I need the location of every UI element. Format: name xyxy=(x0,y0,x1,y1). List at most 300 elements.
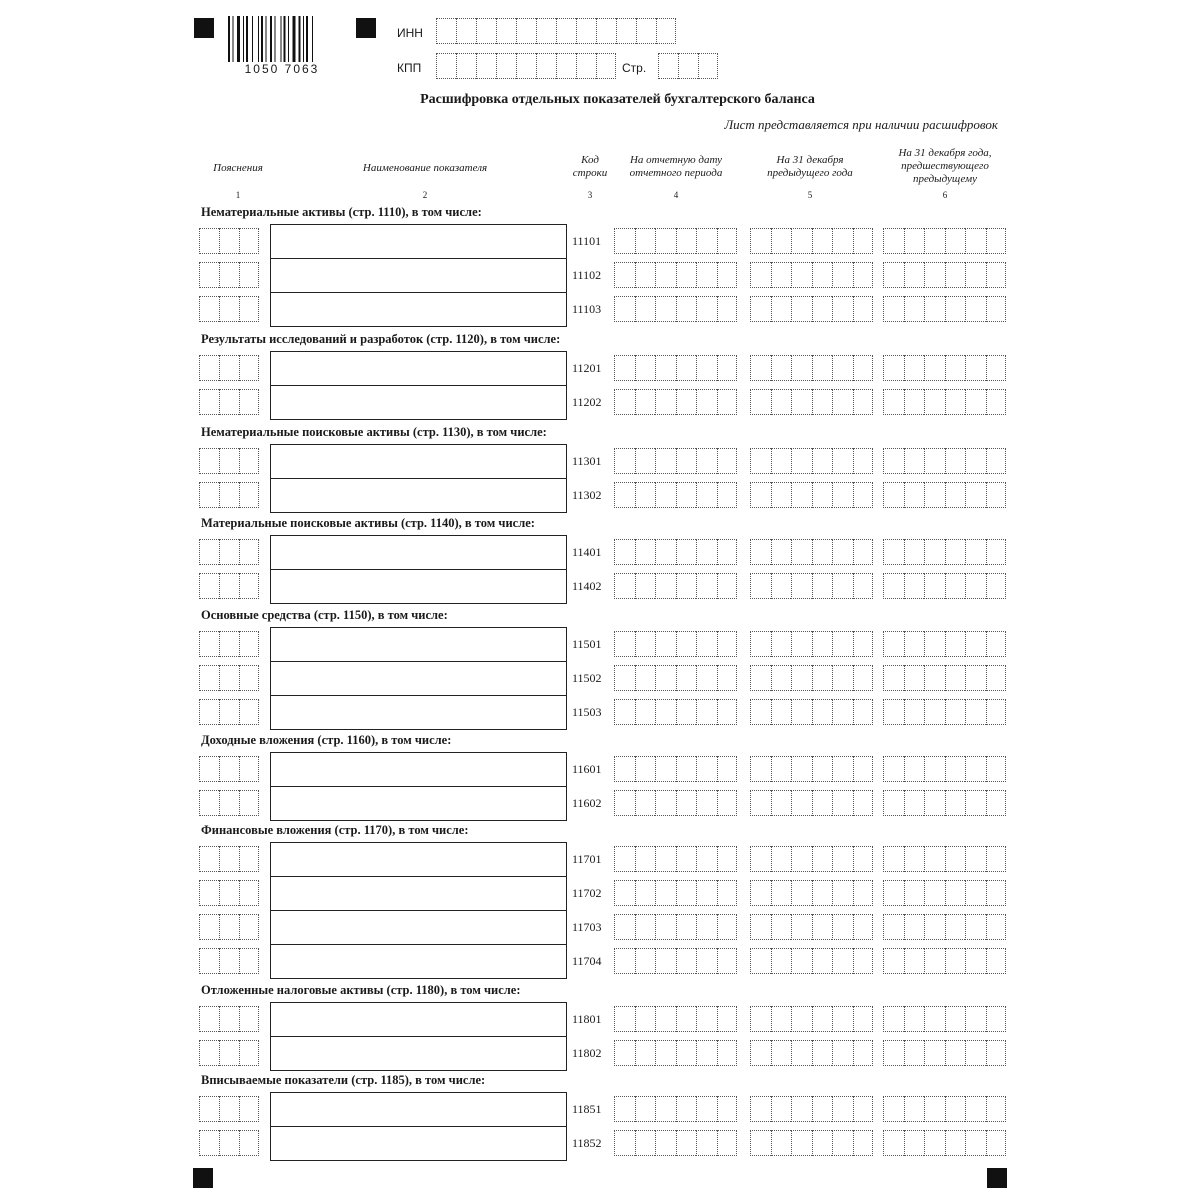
digit-cell[interactable] xyxy=(986,699,1007,725)
digit-cell[interactable] xyxy=(614,914,635,940)
explanation-field[interactable] xyxy=(199,1096,259,1122)
explanation-field[interactable] xyxy=(199,699,259,725)
digit-cell[interactable] xyxy=(965,699,986,725)
digit-cell[interactable] xyxy=(696,756,717,782)
digit-cell[interactable] xyxy=(614,539,635,565)
digit-cell[interactable] xyxy=(945,296,966,322)
digit-cell[interactable] xyxy=(655,846,676,872)
digit-cell[interactable] xyxy=(199,756,219,782)
digit-cell[interactable] xyxy=(199,1006,219,1032)
digit-cell[interactable] xyxy=(696,389,717,415)
digit-cell[interactable] xyxy=(791,296,812,322)
digit-cell[interactable] xyxy=(832,539,853,565)
digit-cell[interactable] xyxy=(945,846,966,872)
digit-cell[interactable] xyxy=(717,914,738,940)
digit-cell[interactable] xyxy=(717,228,738,254)
digit-cell[interactable] xyxy=(986,1130,1007,1156)
digit-cell[interactable] xyxy=(635,389,656,415)
value-reporting-date-field[interactable] xyxy=(614,665,737,691)
indicator-name-field[interactable] xyxy=(270,1036,567,1071)
digit-cell[interactable] xyxy=(853,573,874,599)
digit-cell[interactable] xyxy=(614,846,635,872)
digit-cell[interactable] xyxy=(635,228,656,254)
digit-cell[interactable] xyxy=(791,355,812,381)
digit-cell[interactable] xyxy=(771,699,792,725)
digit-cell[interactable] xyxy=(635,262,656,288)
digit-cell[interactable] xyxy=(614,790,635,816)
digit-cell[interactable] xyxy=(945,948,966,974)
digit-cell[interactable] xyxy=(986,262,1007,288)
indicator-name-field[interactable] xyxy=(270,695,567,730)
digit-cell[interactable] xyxy=(853,448,874,474)
indicator-name-field[interactable] xyxy=(270,292,567,327)
indicator-name-field[interactable] xyxy=(270,1092,567,1127)
digit-cell[interactable] xyxy=(904,355,925,381)
digit-cell[interactable] xyxy=(614,699,635,725)
digit-cell[interactable] xyxy=(717,1040,738,1066)
digit-cell[interactable] xyxy=(924,1096,945,1122)
indicator-name-field[interactable] xyxy=(270,444,567,479)
digit-cell[interactable] xyxy=(924,914,945,940)
digit-cell[interactable] xyxy=(239,228,259,254)
digit-cell[interactable] xyxy=(986,665,1007,691)
digit-cell[interactable] xyxy=(614,1006,635,1032)
digit-cell[interactable] xyxy=(812,389,833,415)
value-year-before-previous-field[interactable] xyxy=(883,262,1006,288)
digit-cell[interactable] xyxy=(853,539,874,565)
digit-cell[interactable] xyxy=(853,482,874,508)
digit-cell[interactable] xyxy=(965,1130,986,1156)
digit-cell[interactable] xyxy=(791,880,812,906)
value-year-before-previous-field[interactable] xyxy=(883,914,1006,940)
digit-cell[interactable] xyxy=(883,631,904,657)
digit-cell[interactable] xyxy=(655,756,676,782)
digit-cell[interactable] xyxy=(791,539,812,565)
digit-cell[interactable] xyxy=(986,1040,1007,1066)
digit-cell[interactable] xyxy=(219,1006,239,1032)
digit-cell[interactable] xyxy=(635,296,656,322)
digit-cell[interactable] xyxy=(832,228,853,254)
digit-cell[interactable] xyxy=(199,880,219,906)
digit-cell[interactable] xyxy=(199,1130,219,1156)
digit-cell[interactable] xyxy=(883,756,904,782)
value-reporting-date-field[interactable] xyxy=(614,228,737,254)
digit-cell[interactable] xyxy=(655,880,676,906)
digit-cell[interactable] xyxy=(199,846,219,872)
digit-cell[interactable] xyxy=(676,631,697,657)
digit-cell[interactable] xyxy=(750,846,771,872)
digit-cell[interactable] xyxy=(924,1130,945,1156)
digit-cell[interactable] xyxy=(655,448,676,474)
digit-cell[interactable] xyxy=(832,1096,853,1122)
value-previous-year-field[interactable] xyxy=(750,262,873,288)
digit-cell[interactable] xyxy=(904,631,925,657)
digit-cell[interactable] xyxy=(219,1130,239,1156)
value-year-before-previous-field[interactable] xyxy=(883,539,1006,565)
indicator-name-field[interactable] xyxy=(270,876,567,911)
indicator-name-field[interactable] xyxy=(270,1126,567,1161)
digit-cell[interactable] xyxy=(676,665,697,691)
value-reporting-date-field[interactable] xyxy=(614,1096,737,1122)
digit-cell[interactable] xyxy=(791,448,812,474)
digit-cell[interactable] xyxy=(924,389,945,415)
digit-cell[interactable] xyxy=(635,756,656,782)
digit-cell[interactable] xyxy=(750,296,771,322)
digit-cell[interactable] xyxy=(655,790,676,816)
explanation-field[interactable] xyxy=(199,914,259,940)
value-previous-year-field[interactable] xyxy=(750,389,873,415)
digit-cell[interactable] xyxy=(904,482,925,508)
indicator-name-field[interactable] xyxy=(270,569,567,604)
value-reporting-date-field[interactable] xyxy=(614,1006,737,1032)
digit-cell[interactable] xyxy=(635,1040,656,1066)
digit-cell[interactable] xyxy=(771,1006,792,1032)
value-previous-year-field[interactable] xyxy=(750,914,873,940)
digit-cell[interactable] xyxy=(853,699,874,725)
explanation-field[interactable] xyxy=(199,790,259,816)
indicator-name-field[interactable] xyxy=(270,661,567,696)
digit-cell[interactable] xyxy=(676,573,697,599)
digit-cell[interactable] xyxy=(945,482,966,508)
explanation-field[interactable] xyxy=(199,880,259,906)
digit-cell[interactable] xyxy=(239,539,259,565)
digit-cell[interactable] xyxy=(812,296,833,322)
digit-cell[interactable] xyxy=(239,880,259,906)
digit-cell[interactable] xyxy=(635,448,656,474)
digit-cell[interactable] xyxy=(771,665,792,691)
value-year-before-previous-field[interactable] xyxy=(883,228,1006,254)
digit-cell[interactable] xyxy=(199,482,219,508)
digit-cell[interactable] xyxy=(883,389,904,415)
digit-cell[interactable] xyxy=(239,573,259,599)
digit-cell[interactable] xyxy=(832,573,853,599)
digit-cell[interactable] xyxy=(614,262,635,288)
indicator-name-field[interactable] xyxy=(270,1002,567,1037)
digit-cell[interactable] xyxy=(904,1040,925,1066)
digit-cell[interactable] xyxy=(696,948,717,974)
digit-cell[interactable] xyxy=(986,631,1007,657)
digit-cell[interactable] xyxy=(750,539,771,565)
digit-cell[interactable] xyxy=(771,482,792,508)
digit-cell[interactable] xyxy=(832,1040,853,1066)
digit-cell[interactable] xyxy=(614,228,635,254)
digit-cell[interactable] xyxy=(219,880,239,906)
digit-cell[interactable] xyxy=(883,1006,904,1032)
digit-cell[interactable] xyxy=(239,1040,259,1066)
value-year-before-previous-field[interactable] xyxy=(883,665,1006,691)
digit-cell[interactable] xyxy=(945,1130,966,1156)
digit-cell[interactable] xyxy=(635,355,656,381)
digit-cell[interactable] xyxy=(965,1040,986,1066)
digit-cell[interactable] xyxy=(635,790,656,816)
digit-cell[interactable] xyxy=(904,914,925,940)
explanation-field[interactable] xyxy=(199,262,259,288)
digit-cell[interactable] xyxy=(750,1096,771,1122)
digit-cell[interactable] xyxy=(696,448,717,474)
digit-cell[interactable] xyxy=(655,631,676,657)
digit-cell[interactable] xyxy=(696,846,717,872)
digit-cell[interactable] xyxy=(696,482,717,508)
digit-cell[interactable] xyxy=(219,355,239,381)
digit-cell[interactable] xyxy=(750,1130,771,1156)
digit-cell[interactable] xyxy=(696,631,717,657)
digit-cell[interactable] xyxy=(219,756,239,782)
digit-cell[interactable] xyxy=(750,448,771,474)
digit-cell[interactable] xyxy=(965,296,986,322)
digit-cell[interactable] xyxy=(750,355,771,381)
digit-cell[interactable] xyxy=(635,914,656,940)
digit-cell[interactable] xyxy=(924,482,945,508)
value-year-before-previous-field[interactable] xyxy=(883,790,1006,816)
value-year-before-previous-field[interactable] xyxy=(883,389,1006,415)
digit-cell[interactable] xyxy=(812,1006,833,1032)
value-year-before-previous-field[interactable] xyxy=(883,1040,1006,1066)
digit-cell[interactable] xyxy=(832,631,853,657)
digit-cell[interactable] xyxy=(945,228,966,254)
digit-cell[interactable] xyxy=(883,914,904,940)
digit-cell[interactable] xyxy=(986,389,1007,415)
value-previous-year-field[interactable] xyxy=(750,665,873,691)
digit-cell[interactable] xyxy=(883,1130,904,1156)
digit-cell[interactable] xyxy=(614,573,635,599)
digit-cell[interactable] xyxy=(883,228,904,254)
digit-cell[interactable] xyxy=(965,1006,986,1032)
digit-cell[interactable] xyxy=(696,355,717,381)
digit-cell[interactable] xyxy=(199,1096,219,1122)
digit-cell[interactable] xyxy=(965,448,986,474)
digit-cell[interactable] xyxy=(676,482,697,508)
digit-cell[interactable] xyxy=(924,790,945,816)
digit-cell[interactable] xyxy=(945,539,966,565)
digit-cell[interactable] xyxy=(986,790,1007,816)
digit-cell[interactable] xyxy=(924,880,945,906)
value-previous-year-field[interactable] xyxy=(750,1096,873,1122)
value-previous-year-field[interactable] xyxy=(750,948,873,974)
value-year-before-previous-field[interactable] xyxy=(883,448,1006,474)
digit-cell[interactable] xyxy=(791,665,812,691)
digit-cell[interactable] xyxy=(904,665,925,691)
value-reporting-date-field[interactable] xyxy=(614,573,737,599)
digit-cell[interactable] xyxy=(750,756,771,782)
digit-cell[interactable] xyxy=(965,1096,986,1122)
indicator-name-field[interactable] xyxy=(270,752,567,787)
digit-cell[interactable] xyxy=(883,846,904,872)
digit-cell[interactable] xyxy=(771,228,792,254)
digit-cell[interactable] xyxy=(239,1096,259,1122)
digit-cell[interactable] xyxy=(614,1096,635,1122)
digit-cell[interactable] xyxy=(696,880,717,906)
digit-cell[interactable] xyxy=(614,355,635,381)
digit-cell[interactable] xyxy=(635,948,656,974)
digit-cell[interactable] xyxy=(676,296,697,322)
digit-cell[interactable] xyxy=(945,262,966,288)
value-year-before-previous-field[interactable] xyxy=(883,355,1006,381)
digit-cell[interactable] xyxy=(853,948,874,974)
digit-cell[interactable] xyxy=(924,355,945,381)
explanation-field[interactable] xyxy=(199,482,259,508)
digit-cell[interactable] xyxy=(750,389,771,415)
digit-cell[interactable] xyxy=(945,1006,966,1032)
digit-cell[interactable] xyxy=(219,631,239,657)
digit-cell[interactable] xyxy=(655,573,676,599)
digit-cell[interactable] xyxy=(750,1040,771,1066)
digit-cell[interactable] xyxy=(812,355,833,381)
digit-cell[interactable] xyxy=(219,228,239,254)
digit-cell[interactable] xyxy=(676,846,697,872)
digit-cell[interactable] xyxy=(239,482,259,508)
digit-cell[interactable] xyxy=(812,880,833,906)
value-previous-year-field[interactable] xyxy=(750,448,873,474)
digit-cell[interactable] xyxy=(965,539,986,565)
value-year-before-previous-field[interactable] xyxy=(883,846,1006,872)
digit-cell[interactable] xyxy=(199,914,219,940)
digit-cell[interactable] xyxy=(750,482,771,508)
value-year-before-previous-field[interactable] xyxy=(883,631,1006,657)
digit-cell[interactable] xyxy=(717,539,738,565)
value-previous-year-field[interactable] xyxy=(750,296,873,322)
digit-cell[interactable] xyxy=(655,355,676,381)
digit-cell[interactable] xyxy=(219,790,239,816)
digit-cell[interactable] xyxy=(696,790,717,816)
value-previous-year-field[interactable] xyxy=(750,790,873,816)
digit-cell[interactable] xyxy=(696,573,717,599)
explanation-field[interactable] xyxy=(199,1040,259,1066)
digit-cell[interactable] xyxy=(239,846,259,872)
digit-cell[interactable] xyxy=(986,539,1007,565)
value-reporting-date-field[interactable] xyxy=(614,1040,737,1066)
digit-cell[interactable] xyxy=(986,880,1007,906)
digit-cell[interactable] xyxy=(199,699,219,725)
digit-cell[interactable] xyxy=(832,914,853,940)
digit-cell[interactable] xyxy=(965,573,986,599)
digit-cell[interactable] xyxy=(239,262,259,288)
digit-cell[interactable] xyxy=(965,389,986,415)
digit-cell[interactable] xyxy=(655,665,676,691)
digit-cell[interactable] xyxy=(853,665,874,691)
digit-cell[interactable] xyxy=(750,880,771,906)
digit-cell[interactable] xyxy=(812,262,833,288)
value-year-before-previous-field[interactable] xyxy=(883,296,1006,322)
digit-cell[interactable] xyxy=(199,790,219,816)
digit-cell[interactable] xyxy=(199,389,219,415)
digit-cell[interactable] xyxy=(750,699,771,725)
digit-cell[interactable] xyxy=(986,448,1007,474)
digit-cell[interactable] xyxy=(239,699,259,725)
digit-cell[interactable] xyxy=(771,948,792,974)
digit-cell[interactable] xyxy=(904,699,925,725)
digit-cell[interactable] xyxy=(853,880,874,906)
digit-cell[interactable] xyxy=(986,948,1007,974)
value-previous-year-field[interactable] xyxy=(750,1040,873,1066)
digit-cell[interactable] xyxy=(676,355,697,381)
digit-cell[interactable] xyxy=(853,1040,874,1066)
digit-cell[interactable] xyxy=(614,296,635,322)
digit-cell[interactable] xyxy=(791,846,812,872)
digit-cell[interactable] xyxy=(924,846,945,872)
digit-cell[interactable] xyxy=(832,665,853,691)
value-year-before-previous-field[interactable] xyxy=(883,948,1006,974)
digit-cell[interactable] xyxy=(219,389,239,415)
digit-cell[interactable] xyxy=(883,573,904,599)
digit-cell[interactable] xyxy=(791,389,812,415)
digit-cell[interactable] xyxy=(717,665,738,691)
explanation-field[interactable] xyxy=(199,355,259,381)
digit-cell[interactable] xyxy=(717,1006,738,1032)
value-reporting-date-field[interactable] xyxy=(614,539,737,565)
digit-cell[interactable] xyxy=(924,262,945,288)
value-previous-year-field[interactable] xyxy=(750,482,873,508)
digit-cell[interactable] xyxy=(965,631,986,657)
digit-cell[interactable] xyxy=(614,631,635,657)
indicator-name-field[interactable] xyxy=(270,224,567,259)
digit-cell[interactable] xyxy=(199,262,219,288)
digit-cell[interactable] xyxy=(696,296,717,322)
indicator-name-field[interactable] xyxy=(270,910,567,945)
digit-cell[interactable] xyxy=(771,756,792,782)
digit-cell[interactable] xyxy=(635,846,656,872)
indicator-name-field[interactable] xyxy=(270,351,567,386)
digit-cell[interactable] xyxy=(771,1096,792,1122)
digit-cell[interactable] xyxy=(676,699,697,725)
digit-cell[interactable] xyxy=(676,1130,697,1156)
digit-cell[interactable] xyxy=(635,631,656,657)
digit-cell[interactable] xyxy=(655,1130,676,1156)
digit-cell[interactable] xyxy=(676,1006,697,1032)
digit-cell[interactable] xyxy=(924,756,945,782)
digit-cell[interactable] xyxy=(199,665,219,691)
digit-cell[interactable] xyxy=(965,665,986,691)
digit-cell[interactable] xyxy=(924,665,945,691)
digit-cell[interactable] xyxy=(812,948,833,974)
digit-cell[interactable] xyxy=(219,846,239,872)
digit-cell[interactable] xyxy=(676,948,697,974)
digit-cell[interactable] xyxy=(614,389,635,415)
value-reporting-date-field[interactable] xyxy=(614,914,737,940)
digit-cell[interactable] xyxy=(924,296,945,322)
digit-cell[interactable] xyxy=(676,539,697,565)
digit-cell[interactable] xyxy=(853,631,874,657)
digit-cell[interactable] xyxy=(986,914,1007,940)
value-reporting-date-field[interactable] xyxy=(614,880,737,906)
digit-cell[interactable] xyxy=(717,631,738,657)
digit-cell[interactable] xyxy=(832,880,853,906)
digit-cell[interactable] xyxy=(965,262,986,288)
digit-cell[interactable] xyxy=(791,948,812,974)
digit-cell[interactable] xyxy=(635,539,656,565)
digit-cell[interactable] xyxy=(239,631,259,657)
explanation-field[interactable] xyxy=(199,846,259,872)
digit-cell[interactable] xyxy=(853,914,874,940)
digit-cell[interactable] xyxy=(717,846,738,872)
digit-cell[interactable] xyxy=(986,296,1007,322)
digit-cell[interactable] xyxy=(614,1040,635,1066)
digit-cell[interactable] xyxy=(832,296,853,322)
explanation-field[interactable] xyxy=(199,756,259,782)
digit-cell[interactable] xyxy=(904,389,925,415)
digit-cell[interactable] xyxy=(965,482,986,508)
digit-cell[interactable] xyxy=(676,228,697,254)
digit-cell[interactable] xyxy=(883,262,904,288)
digit-cell[interactable] xyxy=(239,355,259,381)
value-year-before-previous-field[interactable] xyxy=(883,1006,1006,1032)
digit-cell[interactable] xyxy=(904,846,925,872)
explanation-field[interactable] xyxy=(199,539,259,565)
digit-cell[interactable] xyxy=(904,448,925,474)
value-previous-year-field[interactable] xyxy=(750,539,873,565)
digit-cell[interactable] xyxy=(904,790,925,816)
digit-cell[interactable] xyxy=(717,482,738,508)
digit-cell[interactable] xyxy=(904,262,925,288)
